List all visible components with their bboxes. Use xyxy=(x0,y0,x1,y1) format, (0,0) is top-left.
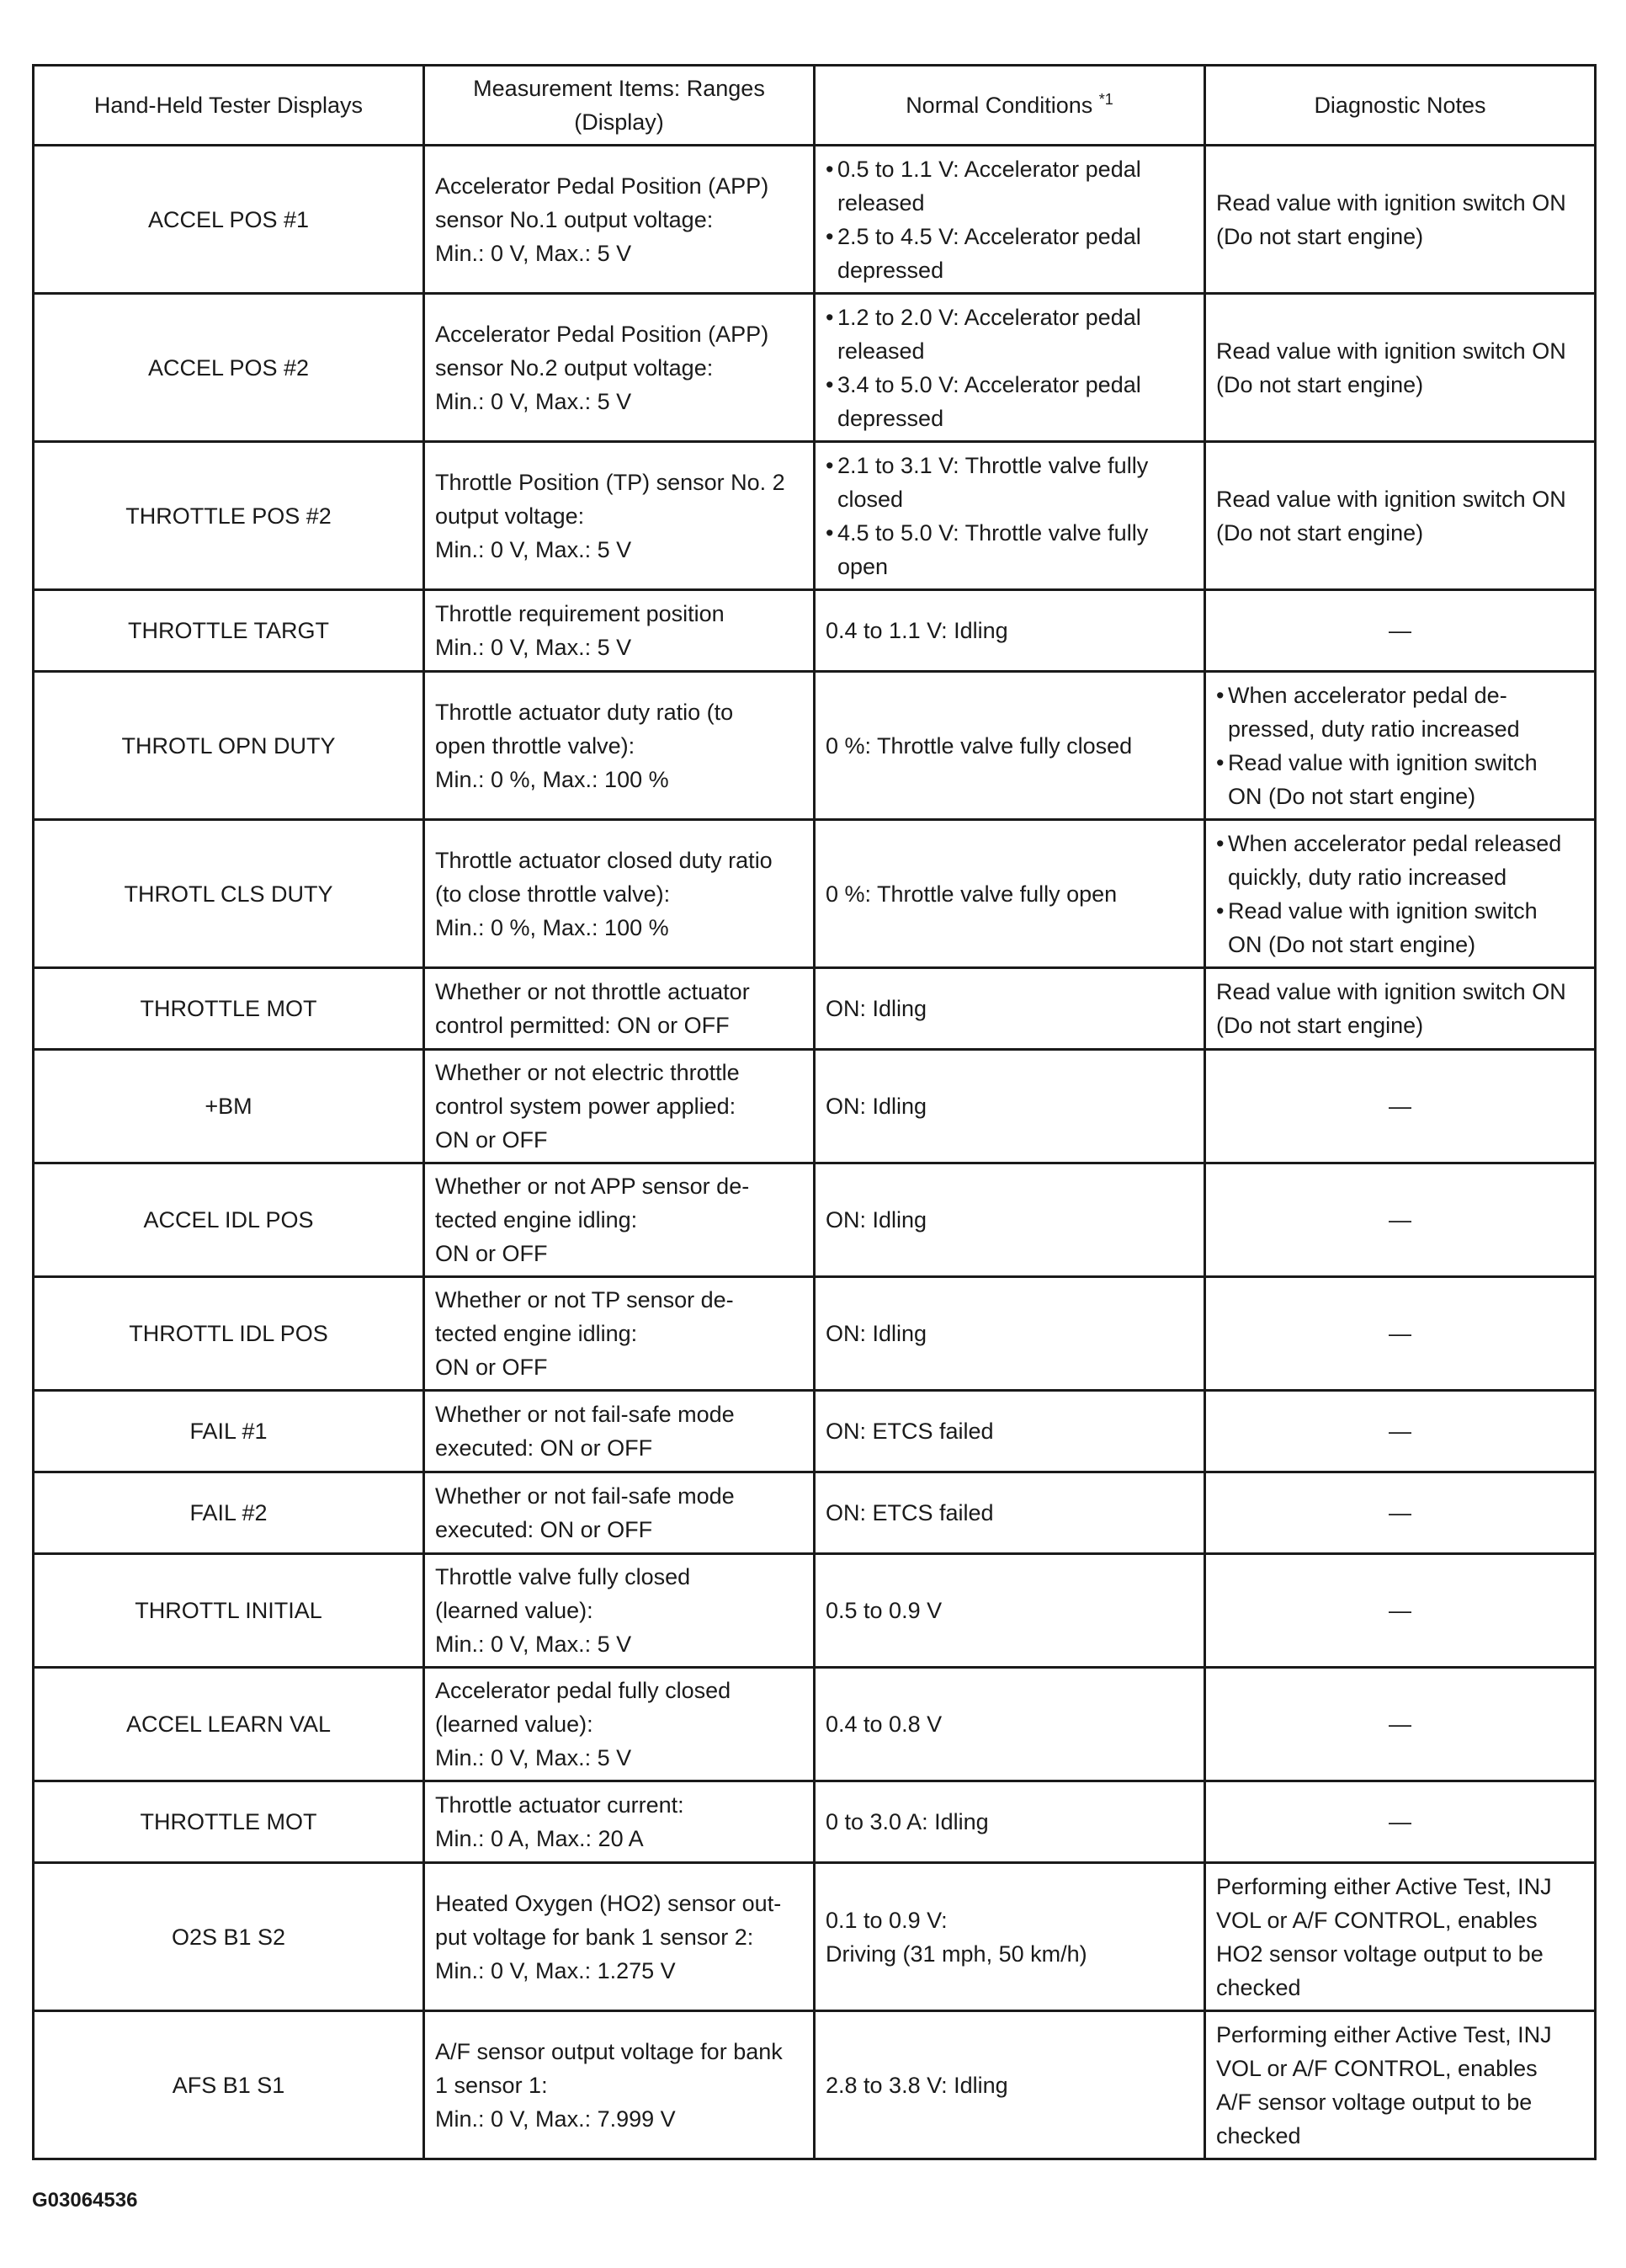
header-diagnostic-notes: Diagnostic Notes xyxy=(1205,66,1596,146)
measurement-line: executed: ON or OFF xyxy=(435,1435,653,1461)
bullet-icon: • xyxy=(1216,682,1225,708)
condition-line: ON: Idling xyxy=(826,1321,927,1346)
condition-cell xyxy=(815,590,1205,672)
condition-line: 0.4 to 0.8 V xyxy=(826,1712,943,1737)
condition-item xyxy=(826,449,1193,516)
diagnostic-note-cell xyxy=(1205,968,1596,1050)
note-line: Read value with ignition switch ON xyxy=(1216,189,1566,216)
condition-cell xyxy=(815,1668,1205,1781)
condition-line: 2.1 to 3.1 V: Throttle valve fully xyxy=(837,452,1149,478)
table-row xyxy=(34,820,1596,968)
condition-line: released xyxy=(837,338,925,364)
condition-line: depressed xyxy=(837,257,944,283)
diagnostic-note-cell xyxy=(1205,590,1596,672)
measurement-cell xyxy=(424,968,815,1050)
measurement-line: Min.: 0 V, Max.: 5 V xyxy=(435,536,632,562)
tester-display-cell: THROTTL IDL POS xyxy=(34,1277,424,1391)
condition-item xyxy=(826,152,1193,220)
measurement-line: Throttle requirement position xyxy=(435,601,725,626)
note-line: — xyxy=(1389,1500,1411,1525)
condition-line: 0.5 to 1.1 V: Accelerator pedal xyxy=(837,156,1141,182)
measurement-line: Whether or not APP sensor de- xyxy=(435,1174,750,1199)
table-row xyxy=(34,1668,1596,1781)
tester-display-cell: O2S B1 S2 xyxy=(34,1863,424,2011)
note-item xyxy=(1216,894,1584,961)
bullet-icon: • xyxy=(1216,749,1225,775)
diagnostic-note-cell xyxy=(1205,1163,1596,1277)
measurement-cell xyxy=(424,1050,815,1163)
measurement-line: Min.: 0 %, Max.: 100 % xyxy=(435,914,669,940)
measurement-line: output voltage: xyxy=(435,503,585,529)
table-body xyxy=(34,146,1596,2159)
note-line: ON (Do not start engine) xyxy=(1228,783,1476,809)
measurement-cell xyxy=(424,1277,815,1391)
condition-cell xyxy=(815,442,1205,590)
measurement-line: control system power applied: xyxy=(435,1094,736,1119)
note-line: Performing either Active Test, INJ xyxy=(1216,2021,1552,2047)
diagnostic-note-cell xyxy=(1205,820,1596,968)
measurement-line: Accelerator Pedal Position (APP) xyxy=(435,173,769,199)
diagnostic-note-cell xyxy=(1205,1277,1596,1391)
tester-display-cell: ACCEL POS #1 xyxy=(34,146,424,294)
table-row xyxy=(34,1781,1596,1863)
measurement-line: Min.: 0 V, Max.: 5 V xyxy=(435,635,632,660)
table-row xyxy=(34,146,1596,294)
note-line: — xyxy=(1389,1207,1411,1232)
diagnostic-note-cell xyxy=(1205,146,1596,294)
note-line: checked xyxy=(1216,2122,1301,2148)
note-line: Read value with ignition switch ON xyxy=(1216,979,1566,1004)
note-line: (Do not start engine) xyxy=(1216,223,1424,249)
note-line: — xyxy=(1389,1809,1411,1834)
condition-line: 2.5 to 4.5 V: Accelerator pedal xyxy=(837,223,1141,249)
measurement-cell xyxy=(424,672,815,820)
measurement-cell xyxy=(424,1554,815,1668)
note-line: (Do not start engine) xyxy=(1216,519,1424,546)
measurement-line: tected engine idling: xyxy=(435,1207,638,1232)
measurement-line: ON or OFF xyxy=(435,1355,548,1380)
header-normal-conditions xyxy=(815,66,1205,146)
measurement-line: sensor No.2 output voltage: xyxy=(435,354,714,381)
table-row xyxy=(34,2011,1596,2159)
note-line: quickly, duty ratio increased xyxy=(1228,864,1507,890)
condition-line: closed xyxy=(837,486,904,512)
condition-line: 0.4 to 1.1 V: Idling xyxy=(826,618,1008,643)
condition-line: ON: Idling xyxy=(826,1207,927,1232)
measurement-line: Whether or not electric throttle xyxy=(435,1060,740,1085)
condition-line: depressed xyxy=(837,405,944,431)
condition-cell xyxy=(815,1472,1205,1554)
measurement-line: executed: ON or OFF xyxy=(435,1517,653,1542)
note-line: pressed, duty ratio increased xyxy=(1228,716,1520,742)
table-row xyxy=(34,1863,1596,2011)
bullet-icon: • xyxy=(1216,897,1225,924)
condition-line: 0.5 to 0.9 V xyxy=(826,1598,943,1623)
measurement-line: tected engine idling: xyxy=(435,1321,638,1346)
condition-cell xyxy=(815,1163,1205,1277)
measurement-line: Min.: 0 V, Max.: 7.999 V xyxy=(435,2106,676,2132)
bullet-icon: • xyxy=(1216,830,1225,856)
tester-display-cell: FAIL #1 xyxy=(34,1391,424,1472)
note-line: Performing either Active Test, INJ xyxy=(1216,1873,1552,1899)
measurement-line: (learned value): xyxy=(435,1598,593,1623)
condition-cell xyxy=(815,1391,1205,1472)
measurement-line: Min.: 0 V, Max.: 5 V xyxy=(435,1632,632,1657)
measurement-line: Throttle actuator closed duty ratio xyxy=(435,847,773,873)
measurement-line: (learned value): xyxy=(435,1712,593,1737)
condition-item xyxy=(826,368,1193,435)
measurement-line: Min.: 0 %, Max.: 100 % xyxy=(435,766,669,792)
condition-line: released xyxy=(837,189,925,216)
tester-display-cell: ACCEL IDL POS xyxy=(34,1163,424,1277)
measurement-cell xyxy=(424,146,815,294)
measurement-cell xyxy=(424,442,815,590)
note-line: When accelerator pedal released xyxy=(1228,830,1562,856)
note-line: Read value with ignition switch ON xyxy=(1216,338,1566,364)
measurement-line: put voltage for bank 1 sensor 2: xyxy=(435,1924,754,1950)
diagnostic-note-cell xyxy=(1205,1050,1596,1163)
diagnostic-note-cell xyxy=(1205,1781,1596,1863)
header-normal-conditions-label: Normal Conditions xyxy=(906,93,1093,118)
diagnostic-note-cell xyxy=(1205,2011,1596,2159)
table-row xyxy=(34,1472,1596,1554)
measurement-line: Throttle actuator current: xyxy=(435,1792,684,1818)
note-line: HO2 sensor voltage output to be xyxy=(1216,1941,1544,1967)
measurement-line: 1 sensor 1: xyxy=(435,2072,548,2098)
note-line: When accelerator pedal de- xyxy=(1228,682,1507,708)
table-row xyxy=(34,1554,1596,1668)
note-line: — xyxy=(1389,618,1411,643)
measurement-line: Whether or not fail-safe mode xyxy=(435,1402,735,1427)
condition-cell xyxy=(815,1277,1205,1391)
note-line: (Do not start engine) xyxy=(1216,371,1424,397)
note-line: Read value with ignition switch xyxy=(1228,897,1538,924)
table-row xyxy=(34,1050,1596,1163)
header-measurement-items xyxy=(424,66,815,146)
note-line: VOL or A/F CONTROL, enables xyxy=(1216,2055,1538,2081)
table-row xyxy=(34,1391,1596,1472)
condition-line: ON: ETCS failed xyxy=(826,1419,994,1444)
bullet-icon: • xyxy=(826,519,834,546)
footnote-marker: *1 xyxy=(1098,91,1113,108)
condition-line: 2.8 to 3.8 V: Idling xyxy=(826,2072,1008,2098)
condition-cell xyxy=(815,1050,1205,1163)
table-row xyxy=(34,672,1596,820)
tester-display-cell: THROTTLE TARGT xyxy=(34,590,424,672)
diagnostic-note-cell xyxy=(1205,294,1596,442)
note-line: ON (Do not start engine) xyxy=(1228,931,1476,957)
bullet-icon: • xyxy=(826,156,834,182)
condition-cell xyxy=(815,820,1205,968)
header-measurement-line: Measurement Items: Ranges xyxy=(473,76,765,101)
measurement-cell xyxy=(424,2011,815,2159)
diagnostic-note-cell xyxy=(1205,1668,1596,1781)
note-line: checked xyxy=(1216,1974,1301,2000)
note-line: (Do not start engine) xyxy=(1216,1013,1424,1038)
table-row xyxy=(34,590,1596,672)
note-line: Read value with ignition switch ON xyxy=(1216,486,1566,512)
note-item xyxy=(1216,679,1584,746)
measurement-line: sensor No.1 output voltage: xyxy=(435,206,714,232)
measurement-line: Accelerator pedal fully closed xyxy=(435,1678,731,1703)
header-row xyxy=(34,66,1596,146)
condition-cell xyxy=(815,1863,1205,2011)
diagnostic-note-cell xyxy=(1205,442,1596,590)
condition-item xyxy=(826,301,1193,368)
measurement-cell xyxy=(424,1668,815,1781)
tester-display-table xyxy=(32,64,1597,2160)
tester-display-cell: THROTL CLS DUTY xyxy=(34,820,424,968)
note-line: Read value with ignition switch xyxy=(1228,749,1538,775)
measurement-cell xyxy=(424,1391,815,1472)
condition-line: open xyxy=(837,553,889,579)
header-measurement-line: (Display) xyxy=(574,109,664,135)
note-line: — xyxy=(1389,1712,1411,1737)
measurement-line: ON or OFF xyxy=(435,1241,548,1266)
measurement-line: Min.: 0 V, Max.: 1.275 V xyxy=(435,1957,676,1983)
tester-display-cell: FAIL #2 xyxy=(34,1472,424,1554)
figure-id: G03064536 xyxy=(32,2189,138,2212)
condition-cell xyxy=(815,1781,1205,1863)
table-row xyxy=(34,442,1596,590)
table-row xyxy=(34,1277,1596,1391)
diagnostic-note-cell xyxy=(1205,1391,1596,1472)
measurement-line: ON or OFF xyxy=(435,1127,548,1153)
measurement-line: open throttle valve): xyxy=(435,732,635,759)
measurement-line: control permitted: ON or OFF xyxy=(435,1013,730,1038)
table-row xyxy=(34,968,1596,1050)
condition-cell xyxy=(815,2011,1205,2159)
note-line: — xyxy=(1389,1321,1411,1346)
table-row xyxy=(34,294,1596,442)
measurement-line: Accelerator Pedal Position (APP) xyxy=(435,321,769,347)
measurement-line: Min.: 0 V, Max.: 5 V xyxy=(435,388,632,414)
measurement-line: A/F sensor output voltage for bank xyxy=(435,2038,783,2064)
measurement-line: Whether or not TP sensor de- xyxy=(435,1287,734,1312)
measurement-cell xyxy=(424,1781,815,1863)
bullet-icon: • xyxy=(826,223,834,249)
measurement-line: (to close throttle valve): xyxy=(435,881,671,907)
note-line: VOL or A/F CONTROL, enables xyxy=(1216,1907,1538,1933)
tester-display-cell: THROTL OPN DUTY xyxy=(34,672,424,820)
condition-item xyxy=(826,516,1193,583)
note-line: — xyxy=(1389,1598,1411,1623)
measurement-cell xyxy=(424,1863,815,2011)
tester-display-cell: AFS B1 S1 xyxy=(34,2011,424,2159)
diagnostic-note-cell xyxy=(1205,1472,1596,1554)
measurement-line: Min.: 0 A, Max.: 20 A xyxy=(435,1826,644,1851)
condition-line: 1.2 to 2.0 V: Accelerator pedal xyxy=(837,304,1141,330)
condition-line: 0 %: Throttle valve fully open xyxy=(826,881,1118,907)
bullet-icon: • xyxy=(826,304,834,330)
condition-line: 4.5 to 5.0 V: Throttle valve fully xyxy=(837,519,1149,546)
tester-display-cell: THROTTL INITIAL xyxy=(34,1554,424,1668)
measurement-cell xyxy=(424,294,815,442)
condition-cell xyxy=(815,146,1205,294)
header-tester-displays: Hand-Held Tester Displays xyxy=(34,66,424,146)
note-line: — xyxy=(1389,1094,1411,1119)
tester-display-cell: THROTTLE MOT xyxy=(34,1781,424,1863)
condition-line: ON: ETCS failed xyxy=(826,1500,994,1525)
condition-cell xyxy=(815,968,1205,1050)
condition-line: 0 to 3.0 A: Idling xyxy=(826,1809,989,1834)
note-line: — xyxy=(1389,1419,1411,1444)
measurement-cell xyxy=(424,1163,815,1277)
diagnostic-note-cell xyxy=(1205,1554,1596,1668)
condition-line: ON: Idling xyxy=(826,1094,927,1119)
tester-display-cell: +BM xyxy=(34,1050,424,1163)
measurement-line: Min.: 0 V, Max.: 5 V xyxy=(435,240,632,266)
measurement-cell xyxy=(424,820,815,968)
measurement-line: Whether or not fail-safe mode xyxy=(435,1483,735,1509)
condition-line: 3.4 to 5.0 V: Accelerator pedal xyxy=(837,371,1141,397)
bullet-icon: • xyxy=(826,371,834,397)
note-line: A/F sensor voltage output to be xyxy=(1216,2089,1533,2115)
diagnostic-note-cell xyxy=(1205,1863,1596,2011)
measurement-cell xyxy=(424,590,815,672)
measurement-line: Whether or not throttle actuator xyxy=(435,979,750,1004)
condition-cell xyxy=(815,294,1205,442)
note-item xyxy=(1216,827,1584,894)
bullet-icon: • xyxy=(826,452,834,478)
measurement-line: Throttle valve fully closed xyxy=(435,1564,691,1589)
table-row xyxy=(34,1163,1596,1277)
condition-line: 0 %: Throttle valve fully closed xyxy=(826,732,1133,759)
measurement-line: Min.: 0 V, Max.: 5 V xyxy=(435,1745,632,1770)
condition-cell xyxy=(815,1554,1205,1668)
measurement-line: Heated Oxygen (HO2) sensor out- xyxy=(435,1890,782,1916)
tester-display-cell: THROTTLE POS #2 xyxy=(34,442,424,590)
measurement-cell xyxy=(424,1472,815,1554)
note-item xyxy=(1216,746,1584,813)
condition-line: 0.1 to 0.9 V: xyxy=(826,1907,948,1933)
tester-display-cell: ACCEL LEARN VAL xyxy=(34,1668,424,1781)
tester-display-cell: THROTTLE MOT xyxy=(34,968,424,1050)
measurement-line: Throttle Position (TP) sensor No. 2 xyxy=(435,469,785,495)
condition-item xyxy=(826,220,1193,287)
measurement-line: Throttle actuator duty ratio (to xyxy=(435,699,734,725)
condition-line: Driving (31 mph, 50 km/h) xyxy=(826,1941,1087,1967)
condition-line: ON: Idling xyxy=(826,996,927,1021)
tester-display-cell: ACCEL POS #2 xyxy=(34,294,424,442)
diagnostic-note-cell xyxy=(1205,672,1596,820)
condition-cell xyxy=(815,672,1205,820)
